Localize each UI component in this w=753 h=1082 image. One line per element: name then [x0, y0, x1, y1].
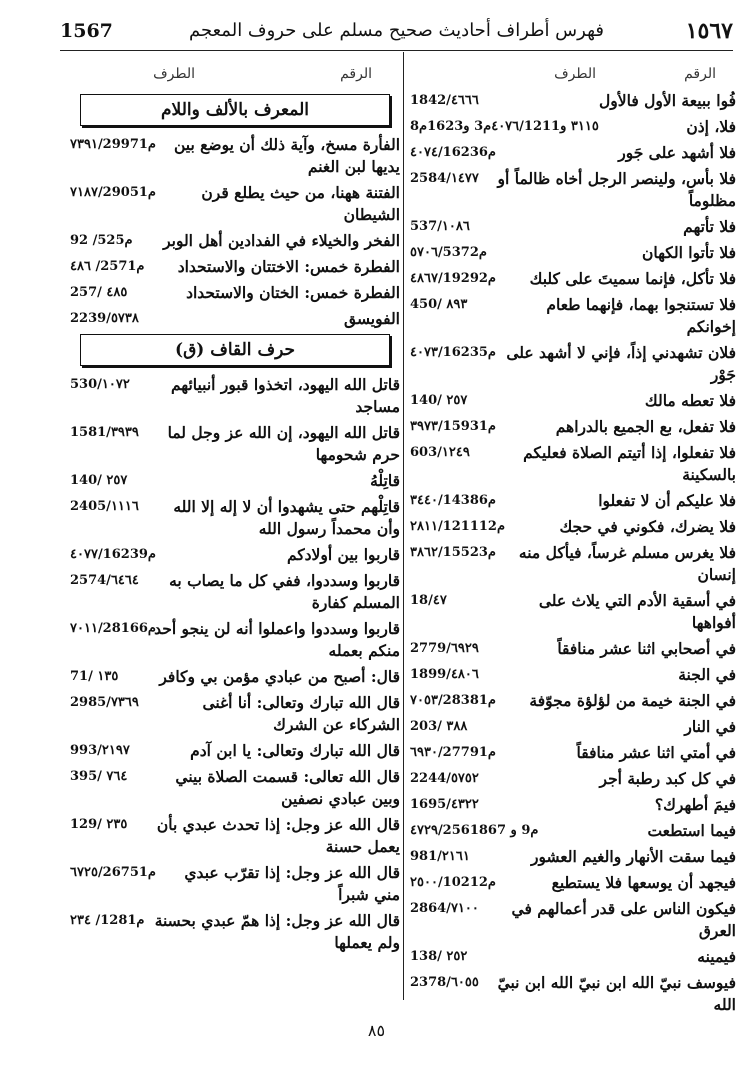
entry-number: ٦٩٣٠/2779م1: [410, 745, 496, 760]
entry-text: فلا يضرك، فكوني في حجك: [559, 517, 736, 536]
entry-number: ٤٠٧٣/1623م5: [410, 345, 496, 360]
entry-number: ٣٩٧٣/1593م1: [410, 419, 496, 434]
index-entry: [410, 216, 736, 238]
entry-text: قاتل الله اليهود، اتخذوا قبور أنبيائهم مساجد: [170, 375, 400, 416]
entry-number: 140/ ٢٥٧: [70, 473, 128, 488]
entry-number: 1842/٤٦٦٦: [410, 93, 479, 108]
entry-number: 2864/٧١٠٠: [410, 901, 479, 916]
entry-number: 603/١٢٤٩: [410, 445, 470, 460]
entry-number: ٣٤٤٠/1438م6: [410, 493, 496, 508]
index-entry: [70, 496, 400, 540]
index-entry: [410, 690, 736, 712]
entry-number: 129/ ٢٣٥: [70, 817, 128, 832]
entry-text: فيمينه: [697, 947, 736, 966]
entry-text: فُوا ببيعة الأول فالأول: [599, 91, 736, 110]
entry-text: فيما سقت الأنهار والغيم العشور: [530, 847, 736, 866]
page-number-latin: 1567: [60, 20, 113, 42]
header-rule: [60, 50, 733, 51]
index-entry: [410, 294, 736, 338]
entry-number: ٢٣٤ /128م1: [70, 913, 145, 928]
section-heading-definite-article: المعرف بالألف واللام: [80, 94, 390, 126]
index-entry: [410, 972, 736, 1016]
entry-number: ٦٧٢٥/2675م1: [70, 865, 156, 880]
entry-number: 2239/٥٧٣٨: [70, 311, 139, 326]
entry-text: فلا يغرس مسلم غرساً، فيأكل منه إنسان: [518, 543, 736, 584]
entry-text: في الجنة: [678, 665, 736, 684]
index-entry: [410, 90, 736, 112]
entry-text: فيكون الناس على قدر أعمالهم في العرق: [511, 899, 736, 940]
entry-number: ٤٠٧٧/1623م9: [70, 547, 156, 562]
index-entry: [410, 846, 736, 868]
index-entry: [410, 516, 736, 538]
index-entry: [410, 664, 736, 686]
column-head-number: الرقم: [340, 66, 372, 82]
entry-number: 2244/٥٧٥٢: [410, 771, 479, 786]
entry-text: قاربوا وسددوا واعملوا أنه لن ينجو أحد منكم بعمله: [154, 619, 400, 660]
index-entry: [410, 794, 736, 816]
entry-text: في أمتي اثنا عشر منافقاً: [576, 743, 736, 762]
entry-number: 2378/٦٠٥٥: [410, 975, 479, 990]
entry-text: فيمَ أطهرك؟: [654, 795, 736, 814]
column-head-text: الطرف: [153, 66, 195, 82]
index-entry: [70, 910, 400, 954]
index-entry: [70, 374, 400, 418]
index-entry: [410, 142, 736, 164]
entry-number: ٤٧٢٩/256م9 و 1867: [410, 823, 539, 838]
entry-text: فلا بأس، ولينصر الرجل أخاه ظالماً أو مظلوماً: [497, 169, 736, 210]
index-entry: [70, 134, 400, 178]
right-column-head: [410, 62, 736, 90]
index-entry: [410, 946, 736, 968]
index-entry: [410, 416, 736, 438]
entry-text: قال: أصبح من عبادي مؤمن بي وكافر: [159, 667, 400, 686]
index-entry: [70, 570, 400, 614]
entry-number: ٤٨٦ /257م1: [70, 259, 145, 274]
entry-text: الفطرة خمس: الاختتان والاستحداد: [177, 257, 400, 276]
entry-text: فلا تأتهم: [683, 217, 736, 236]
entry-number: ٧١٨٧/2905م1: [70, 185, 156, 200]
column-divider: [403, 52, 404, 1000]
entry-number: ٧٠١١/2816م6: [70, 621, 156, 636]
entry-number: 18/٤٧: [410, 593, 447, 608]
index-entry: [410, 168, 736, 212]
index-entry: [410, 742, 736, 764]
index-entry: [70, 308, 400, 330]
entry-number: 993/٢١٩٧: [70, 743, 130, 758]
entry-text: الفويسق: [344, 309, 400, 328]
entry-text: في أسقية الأدم التي يلاث على أفواهها: [538, 591, 736, 632]
index-entry: [70, 692, 400, 736]
entry-number: 92 /52م5: [70, 233, 133, 248]
entry-number: ٤٠٧٤/1623م6: [410, 145, 496, 160]
section-rows-qaf: [70, 374, 400, 954]
left-column: [70, 62, 400, 958]
entry-number: ٧٣٩١/2997م1: [70, 137, 156, 152]
entry-text: قاتِلْهم حتى يشهدوا أن لا إله إلا الله وأن محمداً رسول الله: [173, 497, 400, 538]
entry-number: ٥٧٠٦/537م2: [410, 245, 487, 260]
entry-number: ٧٠٥٣/2838م1: [410, 693, 496, 708]
page-header: [60, 14, 733, 48]
index-entry: [410, 638, 736, 660]
entry-text: فلا تأكل، فإنما سميتَ على كلبك: [529, 269, 736, 288]
page-title: فهرس أطراف أحاديث صحيح مسلم على حروف المعجم: [189, 20, 604, 41]
entry-number: 140/ ٢٥٧: [410, 393, 468, 408]
entry-number: ٤٨٦٧/1929م2: [410, 271, 496, 286]
entry-text: في أصحابي اثنا عشر منافقاً: [557, 639, 736, 658]
right-column-rows: [410, 90, 736, 1016]
entry-number: ٢٨١١/1211م12: [410, 519, 506, 534]
index-entry: [410, 490, 736, 512]
entry-text: فلا عليكم أن لا تفعلوا: [598, 491, 736, 510]
column-head-text: الطرف: [554, 66, 596, 82]
entry-number: ٢٥٠٠/1021م2: [410, 875, 496, 890]
index-entry: [70, 182, 400, 226]
entry-text: فلا أشهد على جَور: [618, 143, 736, 162]
entry-text: قاربوا وسددوا، ففي كل ما يصاب به المسلم كفارة: [169, 571, 400, 612]
entry-text: قاربوا بين أولادكم: [286, 545, 400, 564]
entry-number: 2985/٧٣٦٩: [70, 695, 139, 710]
entry-text: قال الله عز وجل: إذا تقرّب عبدي مني شبراً: [184, 863, 400, 904]
entry-text: فلا، إذن: [686, 117, 736, 136]
entry-number: 257/ ٤٨٥: [70, 285, 128, 300]
entry-text: قال الله تبارك وتعالى: يا ابن آدم: [190, 741, 400, 760]
index-entry: [410, 268, 736, 290]
page-footer-number: ٨٥: [367, 1021, 386, 1040]
section-rows-definite-article: [70, 134, 400, 330]
index-entry: [70, 862, 400, 906]
index-entry: [70, 256, 400, 278]
index-entry: [70, 766, 400, 810]
entry-text: قال الله عز وجل: إذا همّ عبدي بحسنة ولم يعملها: [154, 911, 400, 952]
index-entry: [70, 282, 400, 304]
index-entry: [410, 116, 736, 138]
entry-text: الفطرة خمس: الختان والاستحداد: [186, 283, 400, 302]
entry-number: 71/ ١٣٥: [70, 669, 119, 684]
index-entry: [70, 814, 400, 858]
entry-number: 2779/٦٩٢٩: [410, 641, 479, 656]
right-column: [410, 62, 736, 1020]
index-entry: [70, 740, 400, 762]
entry-text: فيوسف نبيّ الله ابن نبيّ الله ابن نبيّ الله: [497, 973, 736, 1014]
entry-number: 1581/٣٩٣٩: [70, 425, 139, 440]
entry-text: فلا تفعل، بع الجميع بالدراهم: [555, 417, 736, 436]
entry-number: 450/ ٨٩٣: [410, 297, 468, 312]
entry-number: 1695/٤٣٢٢: [410, 797, 479, 812]
entry-number: 530/١٠٧٢: [70, 377, 130, 392]
index-entry: [70, 230, 400, 252]
index-entry: [410, 442, 736, 486]
entry-number: 2574/٦٤٦٤: [70, 573, 139, 588]
entry-text: فيما استطعت: [647, 821, 736, 840]
index-entry: [410, 542, 736, 586]
section-heading-qaf: حرف القاف (ق): [80, 334, 390, 366]
entry-text: في النار: [684, 717, 736, 736]
left-column-head: [70, 62, 400, 90]
entry-text: الفأرة مسخ، وآية ذلك أن يوضع بين يديها لبن الغنم: [173, 135, 400, 176]
entry-number: 2405/١١١٦: [70, 499, 139, 514]
entry-number: 2584/١٤٧٧: [410, 171, 479, 186]
index-entry: [410, 898, 736, 942]
entry-text: فيجهد أن يوسعها فلا يستطيع: [551, 873, 736, 892]
entry-text: قال الله عز وجل: إذا تحدث عبدي بأن يعمل حسنة: [156, 815, 400, 856]
entry-text: فلا تفعلوا، إذا أتيتم الصلاة فعليكم بالسكينة: [523, 443, 736, 484]
index-entry: [70, 618, 400, 662]
page-number-arabic: ١٥٦٧: [685, 18, 733, 44]
entry-number: 203/ ٣٨٨: [410, 719, 468, 734]
entry-text: فلا تستنجوا بهما، فإنهما طعام إخوانكم: [546, 295, 736, 336]
entry-number: 138/ ٢٥٢: [410, 949, 468, 964]
index-entry: [410, 872, 736, 894]
entry-number: ٣٨٦٢/1552م3: [410, 545, 496, 560]
entry-text: فلان تشهدني إذاً، فإني لا أشهد على جَوْر: [506, 343, 736, 384]
entry-text: فلا تعطه مالك: [644, 391, 736, 410]
index-entry: [70, 666, 400, 688]
entry-text: قال الله تبارك وتعالى: أنا أغنى الشركاء عن الشرك: [202, 693, 400, 734]
entry-text: قال الله تعالى: قسمت الصلاة بيني وبين عبادي نصفين: [175, 767, 400, 808]
index-entry: [410, 820, 736, 842]
entry-text: الفتنة ههنا، من حيث يطلع قرن الشيطان: [201, 183, 400, 224]
index-entry: [410, 768, 736, 790]
index-entry: [70, 422, 400, 466]
index-entry: [410, 590, 736, 634]
index-entry: [70, 544, 400, 566]
entry-text: في كل كبد رطبة أجر: [599, 769, 736, 788]
index-entry: [70, 470, 400, 492]
entry-text: قاتِلْهُ: [370, 471, 400, 490]
entry-text: قاتل الله اليهود، إن الله عز وجل لما حرم شحومها: [167, 423, 400, 464]
index-entry: [410, 390, 736, 412]
entry-number: 537/١٠٨٦: [410, 219, 470, 234]
index-entry: [410, 342, 736, 386]
entry-number: 1899/٤٨٠٦: [410, 667, 479, 682]
index-entry: [410, 716, 736, 738]
index-entry: [410, 242, 736, 264]
entry-number: 981/٢١٦١: [410, 849, 470, 864]
entry-text: الفخر والخيلاء في الفدادين أهل الوبر: [163, 231, 400, 250]
column-head-number: الرقم: [684, 66, 716, 82]
entry-number: ٣١١٥ و٤٠٧٦/1211م3 و1623م8: [410, 119, 599, 134]
entry-text: فلا تأتوا الكهان: [642, 243, 736, 262]
entry-number: 395/ ٧٦٤: [70, 769, 128, 784]
entry-text: في الجنة خيمة من لؤلؤة مجوّفة: [529, 691, 736, 710]
